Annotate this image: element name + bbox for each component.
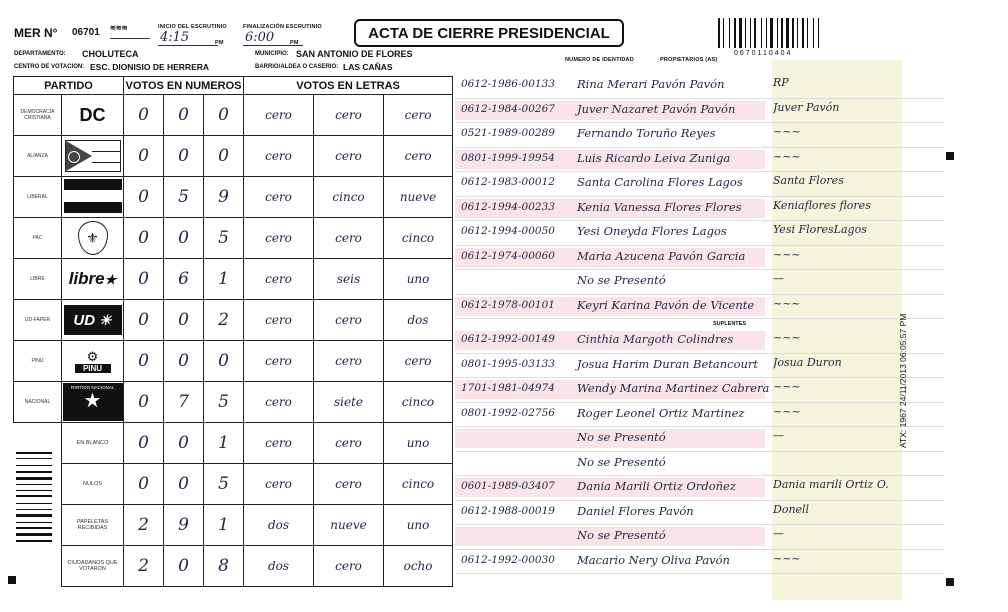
member-signature: Josua Duron: [773, 355, 842, 369]
barcode-bar: [818, 18, 819, 48]
vote-word: cero: [244, 95, 314, 136]
barcode-bar: [777, 18, 778, 48]
party-row: [14, 218, 453, 259]
vote-word: seis: [314, 259, 384, 300]
inicio-label: INICIO DEL ESCRUTINIO: [158, 24, 227, 30]
inicio-ampm: PM: [215, 40, 224, 46]
summary-label: EN BLANCO: [62, 423, 124, 464]
barcode-bar: [761, 18, 762, 48]
member-signature: ~~~: [773, 404, 801, 418]
barcode-bar: [766, 18, 767, 48]
member-signature: RP: [773, 76, 789, 89]
member-signature: —: [773, 527, 784, 540]
member-signature: ~~~: [773, 125, 801, 138]
member-signature: Juver Pavón: [773, 100, 840, 114]
party-logo: [62, 259, 124, 300]
member-entry: [455, 550, 944, 575]
party-logo: [62, 177, 124, 218]
libre-logo: libre★: [68, 269, 117, 288]
party-row: [14, 136, 453, 177]
vote-word: nueve: [384, 177, 453, 218]
member-id: 0601-1989-03407: [461, 480, 555, 492]
summary-label: PAPELETAS RECIBIDAS: [62, 505, 124, 546]
vote-digit: 5: [204, 464, 244, 505]
centro-value: ESC. DIONISIO DE HERRERA: [90, 62, 210, 72]
vote-word: cinco: [314, 177, 384, 218]
member-entry: [455, 295, 944, 320]
vote-digit: 7: [164, 382, 204, 423]
party-logo: [62, 341, 124, 382]
party-name: LIBRE: [14, 259, 62, 300]
party-name: UD-FAPER: [14, 300, 62, 341]
vote-digit: 0: [164, 218, 204, 259]
member-id: 0612-1988-00019: [461, 504, 555, 517]
registration-mark: [946, 578, 954, 586]
party-name: LIBERAL: [14, 177, 62, 218]
vote-word: ocho: [384, 546, 453, 587]
member-id: 0612-1994-00233: [461, 200, 555, 213]
party-logo: [62, 136, 124, 177]
member-entry: [455, 123, 944, 148]
party-logo: [62, 300, 124, 341]
member-name: Daniel Flores Pavón: [577, 503, 694, 518]
mer-number: 06701: [72, 27, 100, 38]
vote-word: cero: [244, 136, 314, 177]
vote-digit: 0: [164, 341, 204, 382]
member-id: 0612-1983-00012: [461, 176, 555, 188]
member-signature: Yesi FloresLagos: [773, 223, 867, 236]
vote-digit: 8: [204, 546, 244, 587]
party-row: [14, 300, 453, 341]
vote-digit: 0: [164, 95, 204, 136]
member-entry: [455, 354, 944, 379]
vote-digit: 9: [204, 177, 244, 218]
member-entry: [455, 221, 944, 246]
vote-word: dos: [244, 546, 314, 587]
member-id: 0801-1999-19954: [461, 151, 555, 164]
summary-row: [14, 546, 453, 587]
registration-mark: [946, 152, 954, 160]
centro-label: CENTRO DE VOTACION:: [14, 64, 85, 70]
member-id: 0612-1984-00267: [461, 102, 555, 115]
barcode-bar: [734, 18, 736, 48]
members-list: [455, 60, 944, 574]
vote-digit: 0: [164, 423, 204, 464]
vote-digit: 1: [204, 423, 244, 464]
vote-word: cero: [314, 300, 384, 341]
summary-row: [14, 423, 453, 464]
vote-word: cero: [244, 177, 314, 218]
final-time: 6:00: [245, 30, 275, 45]
member-signature: Santa Flores: [773, 174, 844, 187]
vote-word: dos: [384, 300, 453, 341]
summary-label: NULOS: [62, 464, 124, 505]
vote-word: cero: [314, 136, 384, 177]
member-entry: [455, 148, 944, 173]
barcode-bar: [723, 18, 724, 48]
blank-cell: [14, 505, 62, 546]
vote-word: cero: [384, 341, 453, 382]
vote-word: cinco: [384, 464, 453, 505]
member-name: Macario Nery Oliva Pavón: [577, 552, 730, 567]
vote-digit: 1: [204, 505, 244, 546]
member-signature: ~~~: [773, 149, 801, 163]
vote-digit: 2: [124, 505, 164, 546]
member-signature: ~~~: [773, 296, 801, 310]
departamento-value: CHOLUTECA: [82, 49, 139, 59]
member-signature: Dania marili Ortiz O.: [773, 478, 889, 491]
vote-digit: 0: [124, 95, 164, 136]
member-entry: [455, 172, 944, 197]
final-underline: [243, 45, 303, 46]
member-entry: [455, 378, 944, 403]
member-entry: [455, 427, 944, 452]
party-logo: [62, 218, 124, 259]
member-entry: [455, 452, 944, 477]
member-entry: [455, 476, 944, 501]
member-signature: ~~~: [773, 331, 801, 344]
member-name: Maria Azucena Pavón Garcia: [577, 248, 746, 263]
member-signature: ~~~: [773, 247, 801, 261]
col-numeros-header: VOTOS EN NUMEROS: [124, 77, 244, 95]
member-id: 0612-1992-00030: [461, 553, 555, 566]
vote-word: cero: [244, 423, 314, 464]
party-name: PAC: [14, 218, 62, 259]
member-name: Rina Merari Pavón Pavón: [577, 77, 725, 91]
member-name: No se Presentó: [577, 273, 666, 287]
party-logo: [62, 95, 124, 136]
member-name: Josua Harim Duran Betancourt: [577, 356, 759, 371]
member-name: Keyri Karina Pavón de Vicente: [577, 297, 755, 312]
member-name: Santa Carolina Flores Lagos: [577, 175, 743, 189]
party-logo: [62, 382, 124, 423]
blank-cell: [14, 423, 62, 464]
party-row: [14, 382, 453, 423]
barcode: [718, 18, 846, 52]
vote-word: cero: [314, 218, 384, 259]
vote-digit: 0: [164, 136, 204, 177]
member-id: 0612-1994-00050: [461, 225, 555, 237]
vote-word: cero: [244, 259, 314, 300]
member-signature: ~~~: [773, 380, 801, 393]
vote-word: cero: [244, 218, 314, 259]
member-entry: [455, 329, 944, 354]
member-signature: ~~~: [773, 551, 801, 565]
inicio-time: 4:15: [160, 30, 190, 45]
barrio-label: BARRIO/ALDEA O CASERIO:: [255, 64, 339, 70]
member-name: Luis Ricardo Leiva Zuniga: [577, 150, 731, 165]
ud-logo: UD ☀: [64, 305, 122, 335]
barcode-bar: [792, 18, 794, 48]
barcode-bar: [797, 18, 798, 48]
member-entry: [455, 246, 944, 271]
vote-word: cero: [244, 300, 314, 341]
side-stamp: ATX: 1967 24/11/2013 06:05:57 PM: [898, 313, 908, 448]
pac-shield-icon: ⚜: [78, 221, 108, 255]
vote-word: nueve: [314, 505, 384, 546]
municipio-label: MUNICIPIO:: [255, 51, 289, 57]
member-id: 0612-1986-00133: [461, 78, 555, 90]
blank-cell: [14, 546, 62, 587]
vote-digit: 0: [124, 464, 164, 505]
vote-digit: 5: [204, 382, 244, 423]
vote-word: uno: [384, 259, 453, 300]
member-name: Wendy Marina Martinez Cabrera: [577, 381, 770, 395]
vote-digit: 0: [204, 136, 244, 177]
col-partido-header: PARTIDO: [14, 77, 124, 95]
vote-word: cero: [384, 136, 453, 177]
member-id: 0801-1992-02756: [461, 406, 555, 419]
small-logo-icon: ≋≋≋: [110, 24, 150, 39]
member-name: Roger Leonel Ortiz Martinez: [577, 405, 745, 420]
barcode-bar: [813, 18, 814, 48]
member-name: Cinthia Margoth Colindres: [577, 332, 734, 346]
alianza-flag-icon: [65, 140, 121, 172]
departamento-label: DEPARTAMENTO:: [14, 51, 66, 57]
member-signature: —: [773, 272, 784, 285]
member-signature: —: [773, 429, 784, 442]
barcode-bar: [802, 18, 804, 48]
vote-word: cero: [244, 341, 314, 382]
suplentes-label: SUPLENTES: [712, 321, 746, 327]
member-name: Dania Marili Ortiz Ordoñez: [577, 479, 736, 493]
party-row: [14, 341, 453, 382]
votes-table: [13, 76, 452, 596]
member-id: 0612-1992-00149: [461, 333, 555, 345]
vote-digit: 2: [204, 300, 244, 341]
nacional-star-icon: PARTIDO NACIONAL ★: [63, 383, 123, 421]
barcode-bar: [729, 18, 730, 48]
barcode-bar: [750, 18, 751, 48]
vote-word: uno: [384, 423, 453, 464]
barcode-bar: [786, 18, 789, 48]
member-id: 0521-1989-00289: [461, 127, 555, 139]
final-ampm: PM: [290, 40, 299, 46]
member-name: Kenia Vanessa Flores Flores: [577, 199, 742, 214]
barcode-bar: [718, 18, 720, 48]
vote-word: cero: [314, 546, 384, 587]
barrio-value: LAS CAÑAS: [343, 62, 393, 72]
member-id: 0612-1978-00101: [461, 298, 555, 311]
party-row: [14, 95, 453, 136]
member-name: No se Presentó: [577, 454, 666, 469]
member-name: No se Presentó: [577, 528, 666, 542]
blank-cell: [14, 464, 62, 505]
vote-digit: 0: [164, 546, 204, 587]
party-row: [14, 259, 453, 300]
vote-digit: 0: [124, 300, 164, 341]
final-label: FINALIZACIÓN ESCRUTINIO: [243, 24, 322, 30]
vote-digit: 0: [164, 464, 204, 505]
vote-digit: 0: [204, 341, 244, 382]
summary-label: CIUDADANOS QUE VOTARON: [62, 546, 124, 587]
party-name: NACIONAL: [14, 382, 62, 423]
vote-digit: 0: [204, 95, 244, 136]
vote-digit: 0: [124, 136, 164, 177]
vote-word: cero: [314, 464, 384, 505]
vote-word: dos: [244, 505, 314, 546]
vote-digit: 0: [164, 300, 204, 341]
pinu-logo: ⚙ PINU: [62, 350, 123, 373]
mer-label: MER N°: [14, 26, 58, 40]
barcode-bar: [739, 18, 742, 48]
vote-word: cero: [244, 464, 314, 505]
member-entry: [455, 74, 944, 99]
barcode-bar: [770, 18, 773, 48]
member-name: No se Presentó: [577, 430, 666, 444]
party-row: [14, 177, 453, 218]
member-name: Fernando Toruño Reyes: [577, 126, 716, 140]
page-title: ACTA DE CIERRE PRESIDENCIAL: [354, 19, 624, 47]
vote-digit: 0: [124, 259, 164, 300]
vote-word: cinco: [384, 382, 453, 423]
vote-word: cero: [314, 341, 384, 382]
barcode-number: 0670110404: [734, 50, 793, 57]
party-name: DEMOCRACIA CRISTIANA: [14, 95, 62, 136]
vote-digit: 0: [124, 177, 164, 218]
vote-digit: 1: [204, 259, 244, 300]
member-entry: [455, 270, 944, 295]
numero-identidad-label: NUMERO DE IDENTIDAD: [565, 57, 634, 63]
member-id: 1701-1981-04974: [461, 382, 555, 394]
dc-logo: DC: [79, 104, 106, 125]
barcode-bar: [745, 18, 746, 48]
summary-row: [14, 505, 453, 546]
member-name: Juver Nazaret Pavón Pavón: [577, 101, 736, 116]
vote-word: cinco: [384, 218, 453, 259]
summary-row: [14, 464, 453, 505]
member-signature: Donell: [773, 502, 810, 516]
vote-digit: 5: [164, 177, 204, 218]
member-signature: Keniaflores flores: [773, 198, 871, 212]
vote-digit: 2: [124, 546, 164, 587]
vote-digit: 0: [124, 382, 164, 423]
member-entry: [455, 403, 944, 428]
vote-digit: 6: [164, 259, 204, 300]
member-entry: [455, 525, 944, 550]
vote-word: uno: [384, 505, 453, 546]
vote-word: cero: [244, 382, 314, 423]
party-name: ALIANZA: [14, 136, 62, 177]
member-id: 0801-1995-03133: [461, 357, 555, 370]
vote-digit: 9: [164, 505, 204, 546]
vote-digit: 5: [204, 218, 244, 259]
member-entry: [455, 197, 944, 222]
vote-word: cero: [314, 95, 384, 136]
vote-digit: 0: [124, 423, 164, 464]
vote-word: cero: [384, 95, 453, 136]
vote-word: siete: [314, 382, 384, 423]
member-entry: [455, 99, 944, 124]
vote-digit: 0: [124, 218, 164, 259]
member-signature: [773, 454, 907, 473]
inicio-underline: [158, 45, 218, 46]
vote-word: cero: [314, 423, 384, 464]
party-name: PINU: [14, 341, 62, 382]
col-letras-header: VOTOS EN LETRAS: [244, 77, 453, 95]
barcode-bar: [754, 18, 756, 48]
municipio-value: SAN ANTONIO DE FLORES: [296, 49, 413, 59]
barcode-bar: [781, 18, 783, 48]
barcode-bar: [807, 18, 808, 48]
vote-digit: 0: [124, 341, 164, 382]
propietarios-label: PROPIETARIOS (AS): [660, 57, 718, 63]
liberal-flag-icon: [64, 179, 122, 215]
member-id: 0612-1974-00060: [461, 249, 555, 262]
member-name: Yesi Oneyda Flores Lagos: [577, 224, 727, 238]
member-entry: [455, 501, 944, 526]
